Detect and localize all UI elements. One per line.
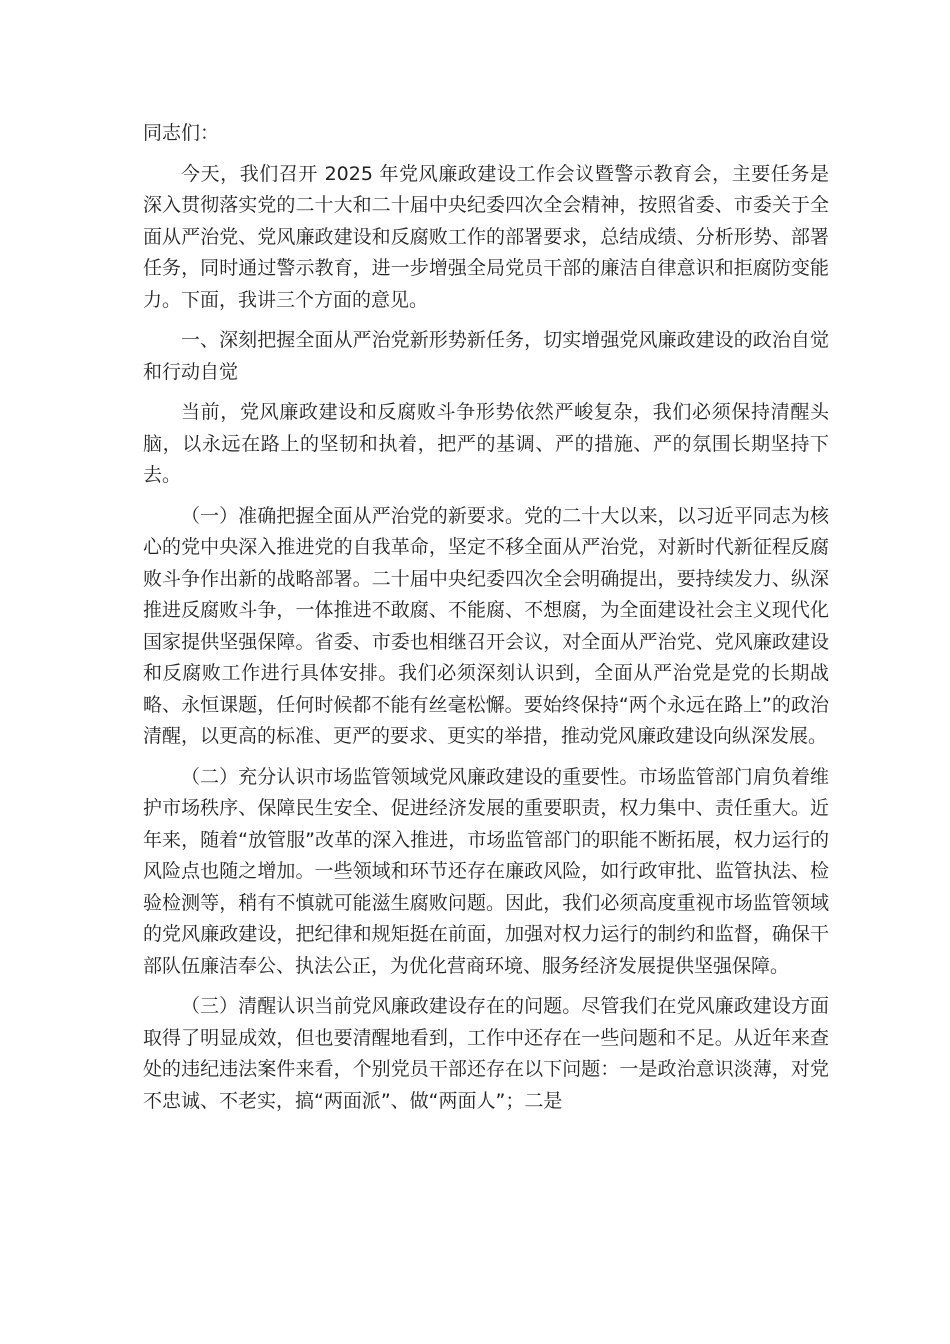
document-page (143, 118, 829, 1126)
paragraph-point-3: （三）清醒认识当前党风廉政建设存在的问题。尽管我们在党风廉政建设方面取得了明显成效，但也要清醒地看到，工作中还存在一些问题和不足。从近年来查处的违纪违法案件来看，个别党员干部还存在以下问题：一是政治意识淡薄，对党不忠诚、不老实，搞“两面派”、做“两面人”；二是 (143, 995, 829, 1112)
paragraph-situation: 当前，党风廉政建设和反腐败斗争形势依然严峻复杂，我们必须保持清醒头脑，以永远在路上的坚韧和执着，把严的基调、严的措施、严的氛围长期坚持下去。 (143, 401, 829, 486)
salutation: 同志们： (143, 122, 220, 144)
paragraph-point-1: （一）准确把握全面从严治党的新要求。党的二十大以来，以习近平同志为核心的党中央深入推进党的自我革命，坚定不移全面从严治党，对新时代新征程反腐败斗争作出新的战略部署。二十届中央纪委四次全会明确提出，要持续发力、纵深推进反腐败斗争，一体推进不敢腐、不能腐、不想腐，为全面建设社会主义现代化国家提供坚强保障。省委、市委也相继召开会议，对全面从严治党、党风廉政建设和反腐败工作进行具体安排。我们必须深刻认识到，全面从严治党是党的长期战略、永恒课题，任何时候都不能有丝毫松懈。要始终保持“两个永远在路上”的政治清醒，以更高的标准、更严的要求、更实的举措，推动党风廉政建设向纵深发展。 (143, 504, 829, 747)
paragraph-intro: 今天，我们召开 2025 年党风廉政建设工作会议暨警示教育会，主要任务是深入贯彻落实党的二十大和二十届中央纪委四次全会精神，按照省委、市委关于全面从严治党、党风廉政建设和反腐败工作的部署要求，总结成绩、分析形势、部署任务，同时通过警示教育，进一步增强全局党员干部的廉洁自律意识和拒腐防变能力。下面，我讲三个方面的意见。 (143, 162, 829, 311)
paragraph-point-2: （二）充分认识市场监管领域党风廉政建设的重要性。市场监管部门肩负着维护市场秩序、保障民生安全、促进经济发展的重要职责，权力集中、责任重大。近年来，随着“放管服”改革的深入推进，市场监管部门的职能不断拓展，权力运行的风险点也随之增加。一些领域和环节还存在廉政风险，如行政审批、监管执法、检验检测等，稍有不慎就可能滋生腐败问题。因此，我们必须高度重视市场监管领域的党风廉政建设，把纪律和规矩挺在前面，加强对权力运行的制约和监督，确保干部队伍廉洁奉公、执法公正，为优化营商环境、服务经济发展提供坚强保障。 (143, 765, 829, 977)
section-heading-1: 一、深刻把握全面从严治党新形势新任务，切实增强党风廉政建设的政治自觉和行动自觉 (143, 329, 829, 383)
